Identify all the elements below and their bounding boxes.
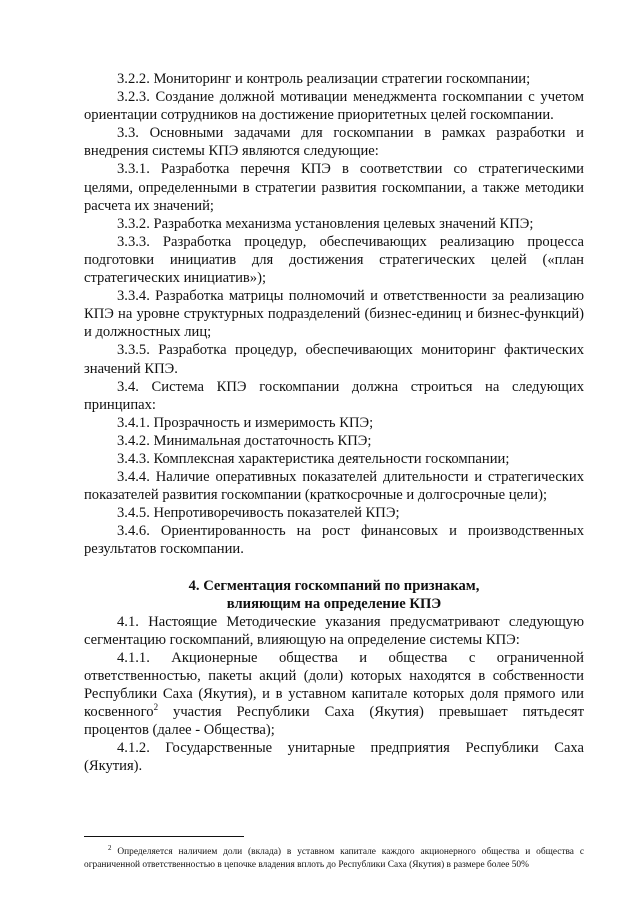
paragraph-3-3-1: 3.3.1. Разработка перечня КПЭ в соответствии со стратегическими целями, определенными в стратегии развития госкомпании, а также методики расчета их значений; bbox=[84, 161, 584, 214]
document-body bbox=[84, 70, 584, 776]
paragraph-3-3-3: 3.3.3. Разработка процедур, обеспечивающих реализацию процесса подготовки инициатив для достижения стратегических целей («план стратегических инициатив»); bbox=[84, 233, 584, 287]
paragraph-3-3-2: 3.3.2. Разработка механизма установления целевых значений КПЭ; bbox=[117, 215, 534, 232]
footnote-mark: 2 bbox=[108, 843, 112, 852]
section-heading-line-2: влияющим на определение КПЭ bbox=[226, 595, 442, 612]
paragraph-4-1-2: 4.1.2. Государственные унитарные предприятия Республики Саха (Якутия). bbox=[84, 740, 584, 775]
paragraph-3-2-2: 3.2.2. Мониторинг и контроль реализации стратегии госкомпании; bbox=[117, 71, 531, 87]
section-heading-line-1: 4. Сегментация госкомпаний по признакам, bbox=[188, 577, 480, 594]
footnote-text: Определяется наличием доли (вклада) в уставном капитале каждого акционерного общества и общества с ограниченной ответственностью в цепочке владения вплоть до Республики Саха (Якутия) в размере более 50% bbox=[84, 847, 584, 870]
paragraph-3-3: 3.3. Основными задачами для госкомпании в рамках разработки и внедрения системы КПЭ являются следующие: bbox=[84, 125, 584, 160]
paragraph-3-4-6: 3.4.6. Ориентированность на рост финансовых и производственных результатов госкомпании. bbox=[84, 523, 584, 558]
footnote-reference: 2 bbox=[153, 702, 159, 713]
paragraph-3-4-1: 3.4.1. Прозрачность и измеримость КПЭ; bbox=[117, 414, 374, 431]
footnote bbox=[84, 843, 584, 871]
paragraph-3-4: 3.4. Система КПЭ госкомпании должна строиться на следующих принципах: bbox=[84, 378, 584, 413]
paragraph-3-4-5: 3.4.5. Непротиворечивость показателей КПЭ; bbox=[117, 505, 400, 522]
paragraph-3-3-5: 3.3.5. Разработка процедур, обеспечивающих мониторинг фактических значений КПЭ. bbox=[84, 342, 584, 377]
paragraph-4-1-1-text-a: 4.1.1. Акционерные общества и общества с ограниченной ответственностью, пакеты акций (доли) которых находятся в собственности Республики Саха (Якутия), и в уставном капитале которых доля прямого или косвенного bbox=[84, 649, 584, 721]
paragraph-3-4-3: 3.4.3. Комплексная характеристика деятельности госкомпании; bbox=[117, 450, 510, 467]
paragraph-4-1-1 bbox=[84, 649, 584, 739]
paragraph-4-1: 4.1. Настоящие Методические указания предусматривают следующую сегментацию госкомпаний, влияющую на определение системы КПЭ: bbox=[84, 613, 584, 648]
paragraph-4-1-1-text-b: участия Республики Саха (Якутия) превышает пятьдесят процентов (далее - Общества); bbox=[84, 704, 584, 739]
paragraph-3-2-3: 3.2.3. Создание должной мотивации менеджмента госкомпании с учетом ориентации сотрудников на достижение приоритетных целей госкомпании. bbox=[84, 89, 584, 124]
paragraph-3-3-4: 3.3.4. Разработка матрицы полномочий и ответственности за реализацию КПЭ на уровне структурных подразделений (бизнес-единиц и бизнес-функций) и должностных лиц; bbox=[84, 288, 584, 341]
paragraph-3-4-4: 3.4.4. Наличие оперативных показателей длительности и стратегических показателей развития госкомпании (краткосрочные и долгосрочные цели); bbox=[84, 469, 584, 504]
paragraph-3-4-2: 3.4.2. Минимальная достаточность КПЭ; bbox=[117, 432, 372, 449]
footnote-divider bbox=[84, 836, 244, 837]
